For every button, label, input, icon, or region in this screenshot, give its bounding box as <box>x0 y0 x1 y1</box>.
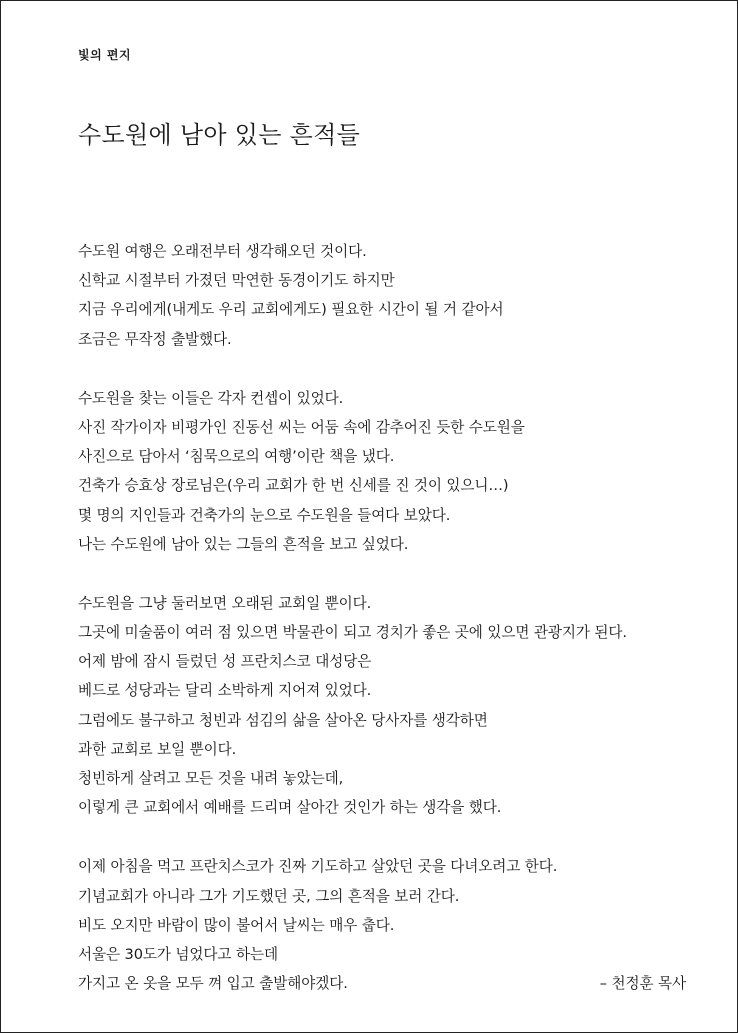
text-line: 이렇게 큰 교회에서 예배를 드리며 살아간 것인가 하는 생각을 했다. <box>78 799 502 817</box>
text-line: 청빈하게 살려고 모든 것을 내려 놓았는데, <box>78 770 344 787</box>
text-line: 몇 명의 지인들과 건축가의 눈으로 수도원을 들여다 보았다. <box>78 506 451 524</box>
text-line: 과한 교회로 보일 뿐이다. <box>78 740 237 758</box>
text-line: 조금은 무작정 출발했다. <box>78 330 232 348</box>
paragraph-3 <box>78 589 686 823</box>
text-line: 건축가 승효상 장로님은(우리 교회가 한 번 신세를 진 것이 있으니…) <box>78 477 509 495</box>
text-line: 비도 오지만 바람이 많이 불어서 날씨는 매우 춥다. <box>78 916 395 934</box>
text-line: 나는 수도원에 남아 있는 그들의 흔적을 보고 싶었다. <box>78 535 409 553</box>
text-line: 그럼에도 불구하고 청빈과 섬김의 삶을 살아온 당사자를 생각하면 <box>78 711 488 729</box>
text-line: 가지고 온 옷을 모두 껴 입고 출발해야겠다. <box>78 975 348 993</box>
text-line: 수도원을 그냥 둘러보면 오래된 교회일 뿐이다. <box>78 594 372 612</box>
text-line: 어제 밤에 잠시 들렀던 성 프란치스코 대성당은 <box>78 653 372 671</box>
section-label: 빛의 편지 <box>78 48 132 62</box>
text-line: 기념교회가 아니라 그가 기도했던 곳, 그의 흔적을 보러 간다. <box>78 887 460 905</box>
text-line: 사진으로 담아서 ‘침묵으로의 여행’이란 책을 냈다. <box>78 448 395 466</box>
text-line: 수도원 여행은 오래전부터 생각해오던 것이다. <box>78 243 367 260</box>
text-line: 서울은 30도가 넘었다고 하는데 <box>78 945 278 963</box>
author-signature: – 천정훈 목사 <box>599 975 686 993</box>
text-line: 사진 작가이자 비평가인 진동선 씨는 어둠 속에 감추어진 듯한 수도원을 <box>78 418 525 436</box>
paragraph-2 <box>78 384 686 559</box>
text-line: 신학교 시절부터 가졌던 막연한 동경이기도 하지만 <box>78 272 395 290</box>
text-line: 이제 아침을 먹고 프란치스코가 진짜 기도하고 살았던 곳을 다녀오려고 한다. <box>78 858 558 876</box>
text-line: 베드로 성당과는 달리 소박하게 지어져 있었다. <box>78 682 372 700</box>
paragraph-4 <box>78 852 686 998</box>
page-title: 수도원에 남아 있는 흔적들 <box>78 121 361 149</box>
paragraph-1 <box>78 237 686 354</box>
text-line: 수도원을 찾는 이들은 각자 컨셉이 있었다. <box>78 389 344 407</box>
text-line: 그곳에 미술품이 여러 점 있으면 박물관이 되고 경치가 좋은 곳에 있으면 관광지가 된다. <box>78 624 627 642</box>
letter-body <box>78 237 686 1028</box>
text-line: 지금 우리에게(내게도 우리 교회에게도) 필요한 시간이 될 거 같아서 <box>78 301 504 319</box>
closing-line <box>78 969 686 998</box>
